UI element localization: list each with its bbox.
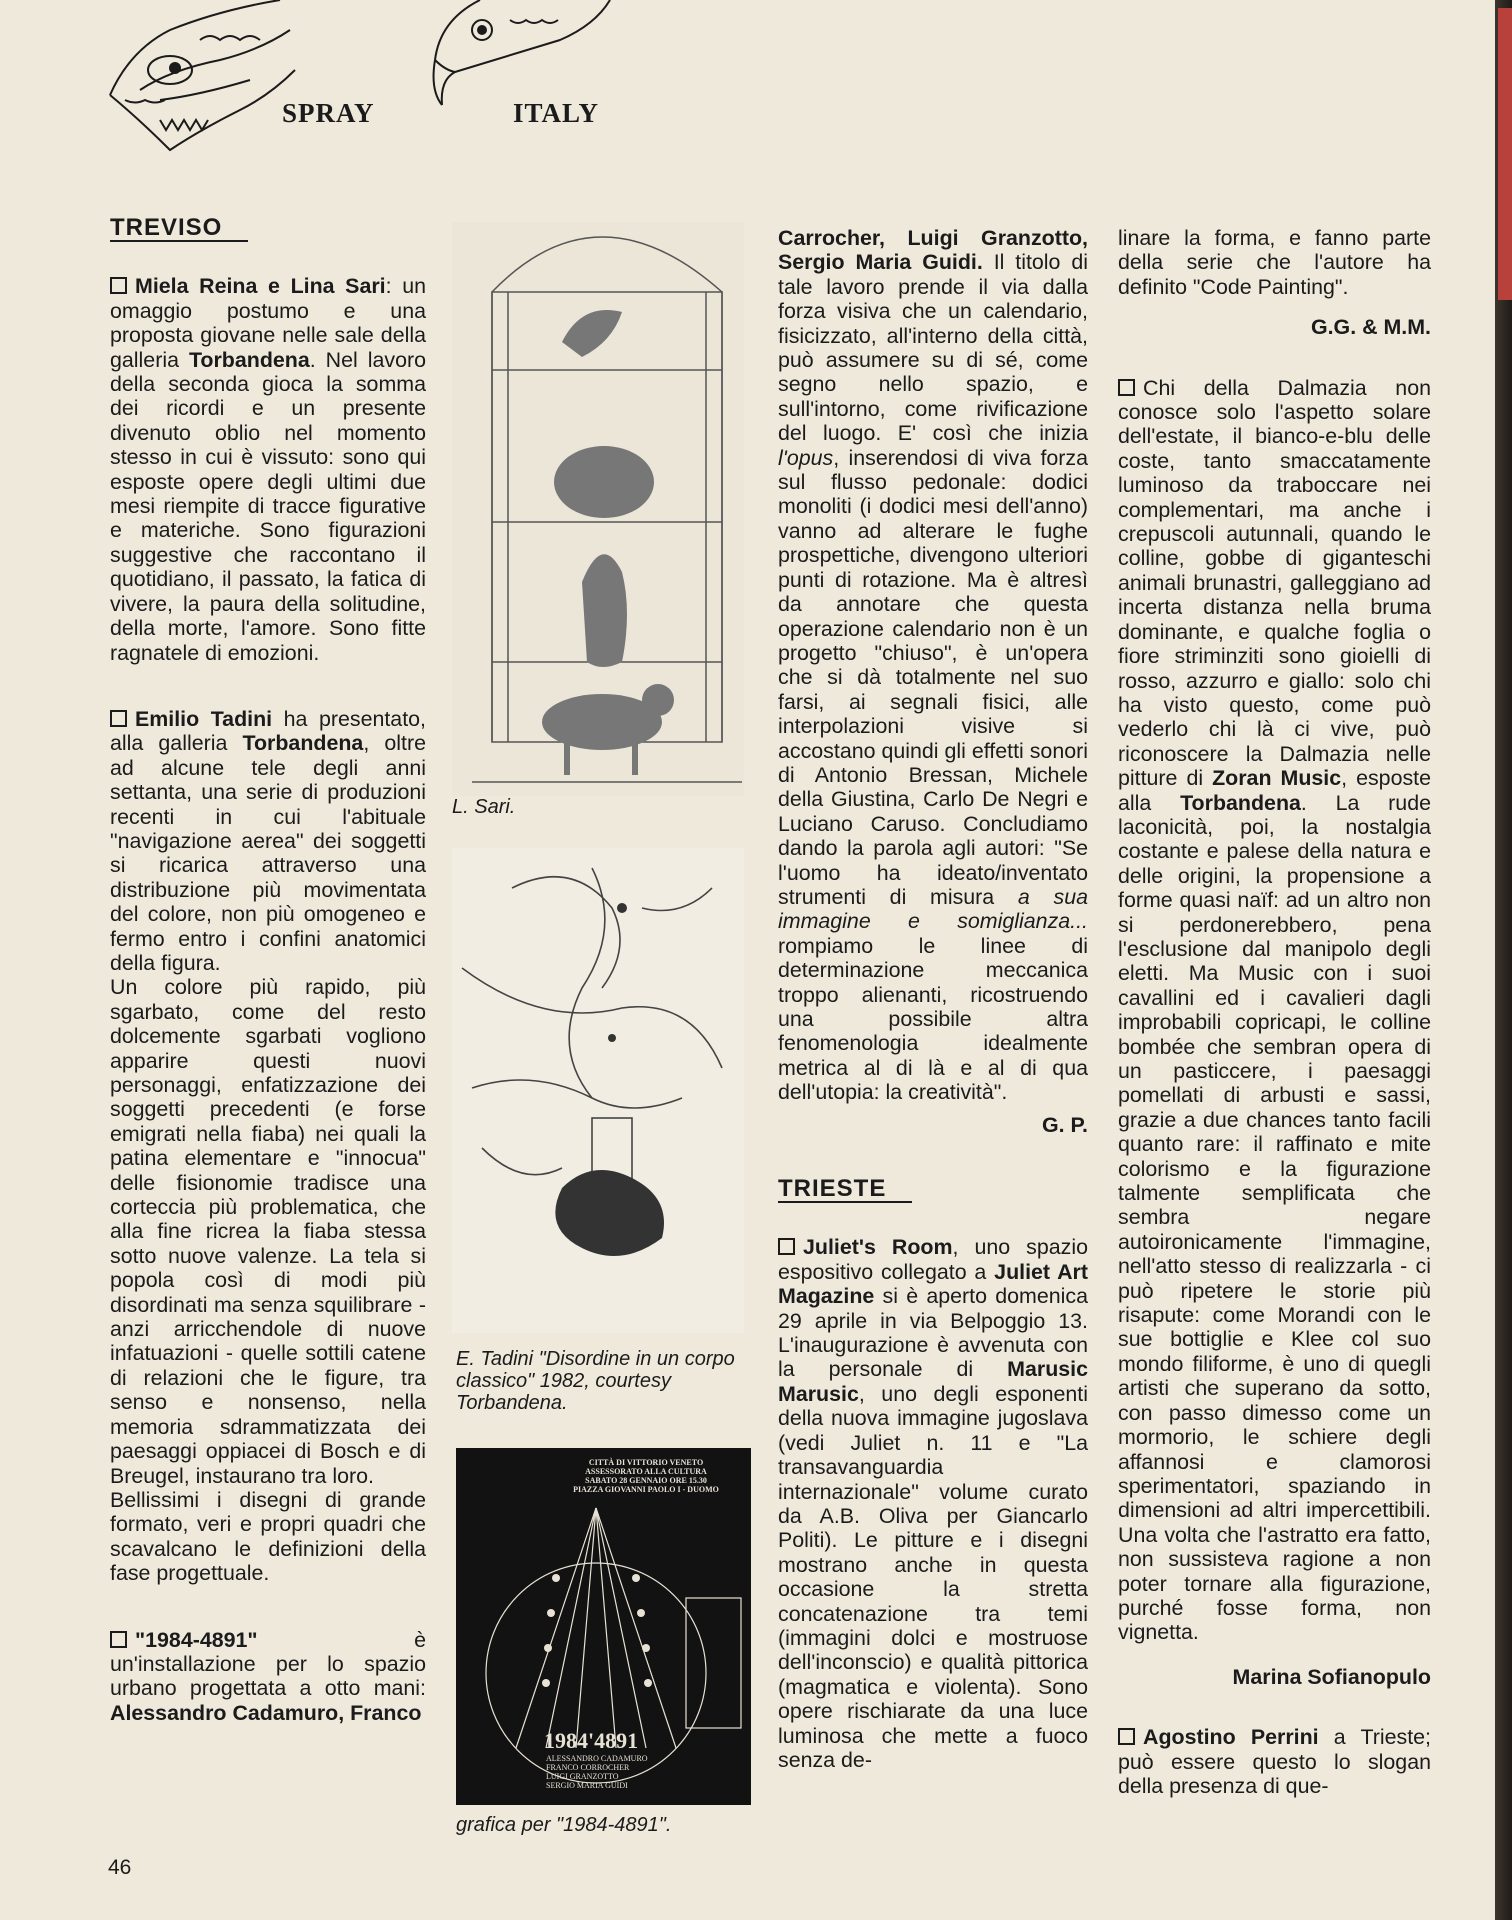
column-4 bbox=[1118, 226, 1431, 1798]
poster-1984-4891 bbox=[456, 1448, 751, 1805]
section-heading-treviso: TREVISO bbox=[110, 216, 248, 242]
caption-tadini: E. Tadini "Disordine in un corpo classico" 1982, courtesy Torbandena. bbox=[456, 1348, 735, 1414]
article-tadini-cont: Un colore più rapido, più sgarbato, come del resto dolcemente sgarbati vogliono apparire questi nuovi personaggi, enfatizzazione dei soggetti precedenti (e forse emigrati nella fiaba) nei quali la patina elementare e "innocua" delle fisionomie tradisce una corteccia più problematica, che alla fine ricrea la fiaba stessa sotto nuove valenze. La tela si popola così di modi più disordinati ma senza squilibrare - anzi arricchendole di nuove infatuazioni - quelle sottili catene di relazioni che le figure, tra senso e nonsenso, nella memoria sdrammatizzata dei paesaggi oppiacei di Bosch e di Breugel, instaurano tra loro. bbox=[110, 975, 426, 1488]
header-italy: ITALY bbox=[513, 98, 600, 128]
article-juliets-room-end: linare la forma, e fanno parte della serie che l'autore ha definito "Code Painting". bbox=[1118, 226, 1431, 299]
header-spray: SPRAY bbox=[282, 98, 375, 128]
article-zoran-music: Chi della Dalmazia non conosce solo l'aspetto solare dell'estate, il bianco-e-blu delle coste, tanto smaccatamente luminoso da traboccare nei complementari, ma anche i crepuscoli autunnali, quando le colline, gobbe di giganteschi animali brunastri, galleggiano ad incerta distanza nella bruma dominante, e qualche foglia o fiore striminziti sono gioielli di rosso, azzurro e giallo: solo chi ha visto questo, come può vederlo chi là ci vive, può riconoscere la Dalmazia nelle pitture di Zoran Music, esposte alla Torbandena. La rude laconicità, poi, la nostalgia costante e palese della natura e delle origini, la propensione a forme quasi naïf: ad un altro non si perdonerebbero, pena l'esclusione dal manipolo degli eletti. Ma Music con i suoi cavallini ed i cavalieri dagli improbabili copricapi, le colline bombée che sembran opera di un pasticcere, i paesaggi pomellati di arbusti e sassi, grazie a due chances tanto facili quanto rare: il raffinato e mite colorismo e la figurazione talmente semplificata che sembra negare autoironicamente l'immagine, nell'atto stesso di realizzarla - ci può ripetere le storie più risapute: come Morandi con le sue bottiglie e Klee col suo mondo filiforme, è uno di quegli artisti che superano da sotto, con passo dimesso come un mormorio, le schiere degli affannosi e clamorosi sperimentatori, spaziando in dimensioni ad altri impercettibili. Una volta che l'astratto era fatto, non sussisteva ragione a non poter tornare alla figurazione, purché fosse forma, non vignetta. bbox=[1118, 375, 1431, 1645]
article-1984-4891-cont: Carrocher, Luigi Granzotto, Sergio Maria Guidi. Il titolo di tale lavoro prende il via dalla forza visiva che un calendario, fisicizzato, all'interno della città, può assumere su di sé, come segno nello spazio, e sull'intorno, come rivificazione del luogo. E' così che inizia l'opus, inserendosi di viva forza sul flusso pedonale: dodici monoliti (i dodici mesi dell'anno) vanno ad alterare le fughe prospettiche, divengono ulteriori punti di rotazione. Ma è altresì da annotare che questa operazione calendario non è un progetto "chiuso", è un'opera che si dà totalmente nel suo farsi, ai segnali fisici, alle interpolazioni visive si accostano quindi gli effetti sonori di Antonio Bressan, Michele della Giustina, Carlo De Negri e Luciano Caruso. Concludiamo dando la parola agli autori: "Se l'uomo ha ideato/inventato strumenti di misura a sua immagine e somiglianza... rompiamo le linee di determinazione meccanica troppo alienanti, ricostruendo una possibile altra fenomenologia idealmente metrica al di là e al di qua dell'utopia: la creatività". bbox=[778, 226, 1089, 1105]
checkbox-bullet-icon bbox=[778, 1238, 795, 1255]
checkbox-bullet-icon bbox=[1118, 379, 1135, 396]
page-number: 46 bbox=[108, 1856, 132, 1879]
article-tadini: Emilio Tadini ha presentato, alla galleria Torbandena, oltre ad alcune tele degli anni settanta, una serie di produzioni recenti in cui l'abituale "navigazione aerea" dei soggetti si ricarica attraverso una distribuzione più movimentata del colore, non più omogeneo e fermo entro i confini anatomici della figura. bbox=[110, 706, 426, 975]
article-tadini-end: Bellissimi i disegni di grande formato, veri e propri quadri che scavalcano le definizioni della fase progettuale. bbox=[110, 1487, 426, 1586]
bird-head-illustration bbox=[420, 0, 620, 110]
poster-header: CITTÀ DI VITTORIO VENETO ASSESSORATO ALLA CULTURA SABATO 28 GENNAIO ORE 15.30 PIAZZA GIOVANNI PAOLO I - DUOMO bbox=[573, 1458, 719, 1494]
checkbox-bullet-icon bbox=[1118, 1728, 1135, 1745]
article-perrini: Agostino Perrini a Trieste; può essere questo lo slogan della presenza di que- bbox=[1118, 1725, 1432, 1798]
checkbox-bullet-icon bbox=[110, 710, 127, 727]
section-heading-trieste: TRIESTE bbox=[778, 1177, 912, 1203]
poster-title: 1984'4891 bbox=[544, 1728, 639, 1753]
checkbox-bullet-icon bbox=[110, 1631, 127, 1648]
poster-names: ALESSANDRO CADAMURO FRANCO CORROCHER LUIGI GRANZOTTO SERGIO MARIA GUIDI bbox=[546, 1754, 648, 1790]
checkbox-bullet-icon bbox=[110, 277, 127, 294]
column-3 bbox=[778, 226, 1088, 1772]
sari-drawing bbox=[452, 222, 744, 796]
article-juliets-room: Juliet's Room, uno spazio espositivo collegato a Juliet Art Magazine si è aperto domenica 29 aprile in via Belpoggio 13. L'inaugurazione è avvenuta con la personale di Marusic Marusic, uno degli esponenti della nuova immagine jugoslava (vedi Juliet n. 11 e "La transavanguardia internazionale" volume curato da A.B. Oliva per Giancarlo Politi). Le pitture e i disegni mostrano anche in questa occasione la stretta concatenazione tra temi (immagini dolci e mostruose dell'inconscio) e qualità pittorica (magmatica e violenta). Sono opere rischiarate da una luce luminosa che mette a fuoco senza de- bbox=[778, 1235, 1088, 1772]
column-1 bbox=[110, 216, 426, 1725]
article-reina-sari: Miela Reina e Lina Sari: un omaggio postumo e una proposta giovane nelle sale della galleria Torbandena. Nel lavoro della seconda gioca la somma dei ricordi e un presente divenuto oblio nel momento stesso in cui è vissuto: sono qui esposte opere degli ultimi due mesi riempite di tracce figurative e materiche. Sono figurazioni suggestive che raccontano il quotidiano, il passato, la fatica di vivere, la paura della solitudine, della morte, l'amore. Sono fitte ragnatele di emozioni. bbox=[110, 274, 426, 665]
article-1984-4891: "1984-4891" è un'installazione per lo spazio urbano progettata a otto mani: Alessandro Cadamuro, Franco bbox=[110, 1627, 426, 1725]
signature-gg-mm: G.G. & M.M. bbox=[1310, 315, 1431, 340]
tadini-drawing bbox=[452, 848, 744, 1333]
crocodile-head-illustration bbox=[100, 0, 300, 165]
caption-poster: grafica per "1984-4891". bbox=[456, 1814, 672, 1836]
caption-sari: L. Sari. bbox=[452, 796, 516, 818]
signature-gp: G. P. bbox=[1042, 1112, 1088, 1137]
signature-sofianopulo: Marina Sofianopulo bbox=[1232, 1664, 1431, 1689]
red-bookmark-tab bbox=[1498, 8, 1512, 300]
